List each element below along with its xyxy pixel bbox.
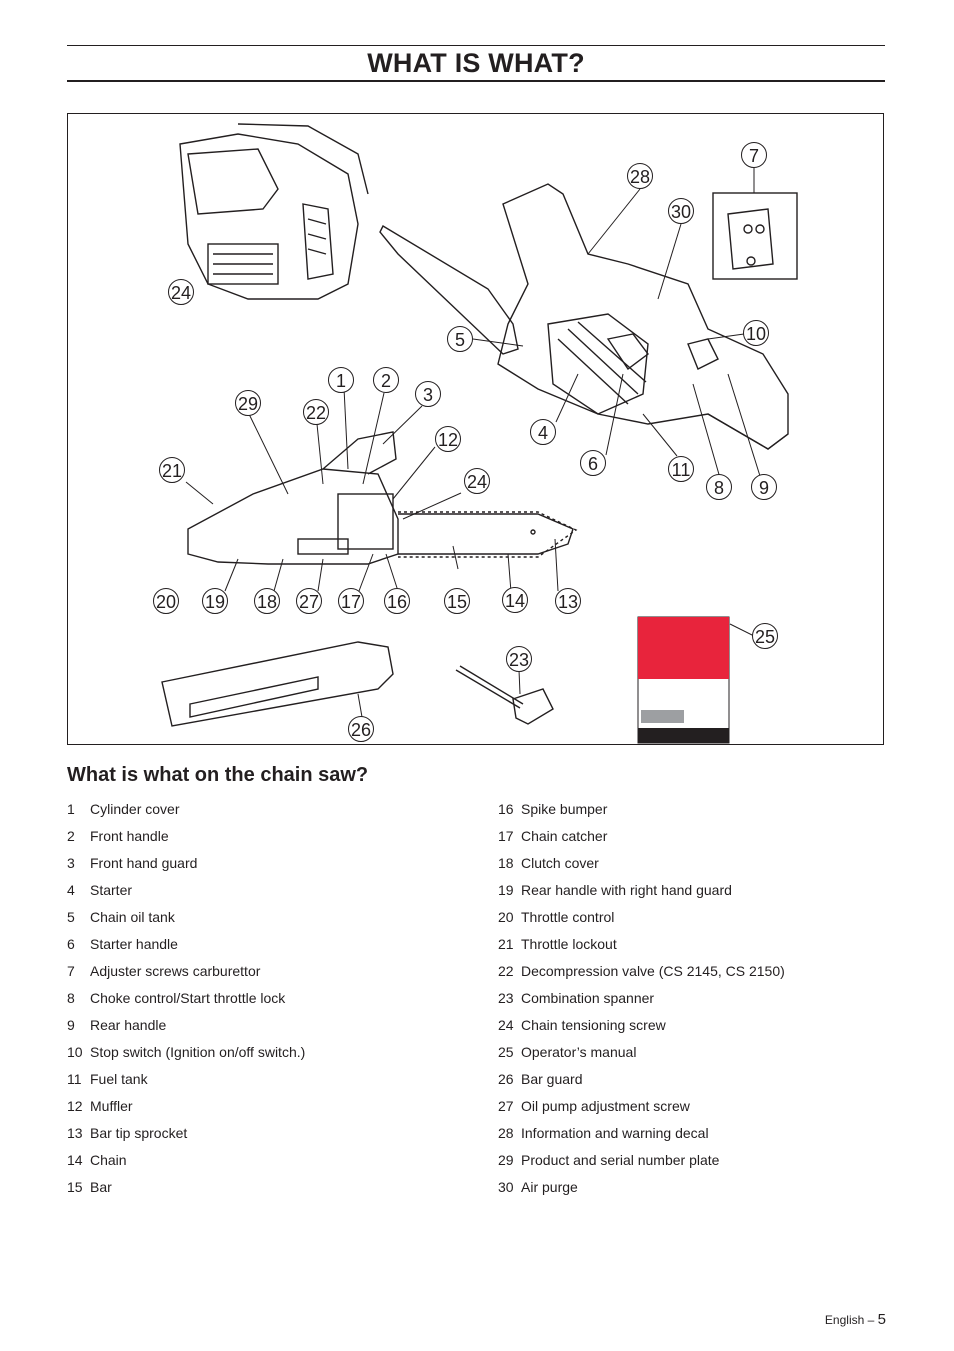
part-number: 9 (67, 1017, 75, 1033)
part-label: Muffler (90, 1098, 133, 1114)
part-label: Combination spanner (521, 990, 655, 1006)
part-label: Chain catcher (521, 828, 608, 844)
callout-30 (669, 199, 694, 224)
part-label: Information and warning decal (521, 1125, 709, 1141)
part-number: 28 (498, 1125, 514, 1141)
part-label: Decompression valve (CS 2145, CS 2150) (521, 963, 785, 979)
parts-illustration (67, 113, 884, 745)
callout-number: 13 (557, 592, 579, 612)
part-number: 30 (498, 1179, 514, 1195)
saw-top-view-drawing (380, 184, 788, 449)
callout-13 (556, 589, 581, 614)
part-label: Front hand guard (90, 855, 198, 871)
part-number: 19 (498, 882, 514, 898)
page-title: WHAT IS WHAT? (367, 48, 585, 78)
part-number: 23 (498, 990, 514, 1006)
callout-12 (436, 427, 461, 452)
part-number: 10 (67, 1044, 83, 1060)
part-list-item (67, 985, 467, 1012)
part-label: Choke control/Start throttle lock (90, 990, 286, 1006)
part-label: Starter (90, 882, 133, 898)
part-list-item (498, 1066, 898, 1093)
callout-2 (374, 368, 399, 393)
part-list-item (498, 958, 898, 985)
callout-26 (349, 717, 374, 742)
part-number: 21 (498, 936, 514, 952)
part-label: Throttle lockout (521, 936, 617, 952)
callout-8 (707, 475, 732, 500)
callout-9 (752, 475, 777, 500)
part-number: 6 (67, 936, 75, 952)
callout-number: 28 (629, 167, 651, 187)
part-number: 16 (498, 801, 514, 817)
combination-spanner-drawing (456, 666, 553, 724)
part-list-item (498, 1120, 898, 1147)
part-list-item (67, 1120, 467, 1147)
operators-manual-drawing (638, 617, 729, 743)
part-number: 8 (67, 990, 75, 1006)
saw-rear-view-drawing (180, 124, 368, 299)
part-list-item (498, 877, 898, 904)
part-number: 24 (498, 1017, 514, 1033)
callout-number: 29 (237, 394, 259, 414)
section-heading: What is what on the chain saw? (67, 764, 369, 786)
part-list-item (498, 1012, 898, 1039)
callout-number: 18 (256, 592, 278, 612)
part-list-item (67, 1093, 467, 1120)
part-label: Oil pump adjustment screw (521, 1098, 690, 1114)
part-list-item (498, 796, 898, 823)
callout-number: 24 (170, 283, 192, 303)
part-number: 1 (67, 801, 75, 817)
part-list-item (67, 1012, 467, 1039)
part-list-item (498, 1093, 898, 1120)
callout-11 (669, 457, 694, 482)
part-label: Chain (90, 1152, 127, 1168)
illustration-svg (68, 114, 884, 745)
part-list-item (67, 877, 467, 904)
part-list-item (498, 823, 898, 850)
part-list-item (67, 1066, 467, 1093)
part-label: Bar tip sprocket (90, 1125, 188, 1141)
part-label: Rear handle (90, 1017, 167, 1033)
callout-25 (753, 624, 778, 649)
part-number: 20 (498, 909, 514, 925)
part-label: Bar (90, 1179, 112, 1195)
callout-number: 26 (350, 720, 372, 740)
callout-number: 14 (504, 591, 526, 611)
part-number: 27 (498, 1098, 514, 1114)
callout-28 (628, 164, 653, 189)
part-label: Spike bumper (521, 801, 608, 817)
callout-24 (169, 280, 194, 305)
part-number: 26 (498, 1071, 514, 1087)
carburettor-inset (713, 193, 797, 279)
callout-number: 3 (422, 385, 434, 405)
part-list-item (67, 1039, 467, 1066)
part-label: Chain oil tank (90, 909, 175, 925)
part-number: 13 (67, 1125, 83, 1141)
callout-number: 25 (754, 627, 776, 647)
bar-guard-drawing (162, 642, 393, 726)
callout-number: 23 (508, 650, 530, 670)
part-number: 15 (67, 1179, 83, 1195)
callout-15 (445, 589, 470, 614)
callout-17 (339, 589, 364, 614)
part-list-item (498, 985, 898, 1012)
callout-23 (507, 647, 532, 672)
callout-5 (448, 327, 473, 352)
callout-number: 2 (380, 371, 392, 391)
callout-4 (531, 420, 556, 445)
part-number: 2 (67, 828, 75, 844)
callout-10 (744, 321, 769, 346)
saw-side-view-drawing (188, 432, 576, 564)
part-label: Air purge (521, 1179, 578, 1195)
part-label: Chain tensioning screw (521, 1017, 666, 1033)
callout-number: 17 (340, 592, 362, 612)
callout-number: 1 (335, 371, 347, 391)
callout-20 (154, 589, 179, 614)
callout-21 (160, 458, 185, 483)
callout-number: 10 (745, 324, 767, 344)
part-number: 7 (67, 963, 75, 979)
part-number: 5 (67, 909, 75, 925)
callout-number: 16 (386, 592, 408, 612)
part-label: Front handle (90, 828, 169, 844)
callout-1 (329, 368, 354, 393)
part-list-item (498, 1174, 898, 1201)
part-label: Stop switch (Ignition on/off switch.) (90, 1044, 306, 1060)
part-number: 29 (498, 1152, 514, 1168)
part-list-item (67, 904, 467, 931)
callout-number: 9 (758, 478, 770, 498)
callout-number: 4 (537, 423, 549, 443)
part-number: 3 (67, 855, 75, 871)
part-label: Cylinder cover (90, 801, 180, 817)
callout-number: 21 (161, 461, 183, 481)
part-list-item (67, 850, 467, 877)
callout-7 (742, 143, 767, 168)
callout-number: 12 (437, 430, 459, 450)
callout-16 (385, 589, 410, 614)
title-underline (67, 80, 885, 82)
page-number: 5 (877, 1311, 886, 1328)
callout-14 (503, 588, 528, 613)
callout-6 (581, 451, 606, 476)
callout-number: 27 (298, 592, 320, 612)
part-number: 11 (67, 1071, 82, 1087)
callout-number: 30 (670, 202, 692, 222)
callout-number: 22 (305, 403, 327, 423)
callout-number: 11 (671, 460, 691, 480)
part-list-item (67, 823, 467, 850)
callout-number: 5 (454, 330, 466, 350)
part-list-item (498, 850, 898, 877)
part-list-item (498, 931, 898, 958)
part-list-item (67, 1174, 467, 1201)
callout-27 (297, 589, 322, 614)
part-label: Bar guard (521, 1071, 583, 1087)
part-list-item (67, 796, 467, 823)
part-label: Adjuster screws carburettor (90, 963, 261, 979)
part-number: 25 (498, 1044, 514, 1060)
part-label: Throttle control (521, 909, 615, 925)
part-list-item (498, 1039, 898, 1066)
callout-24 (465, 469, 490, 494)
part-label: Product and serial number plate (521, 1152, 720, 1168)
footer-separator: – (867, 1313, 875, 1327)
part-label: Rear handle with right hand guard (521, 882, 732, 898)
callout-29 (236, 391, 261, 416)
part-label: Starter handle (90, 936, 178, 952)
parts-list-right (498, 796, 898, 1201)
part-list-item (67, 958, 467, 985)
callout-18 (255, 589, 280, 614)
callout-number: 7 (748, 146, 760, 166)
callout-3 (416, 382, 441, 407)
part-label: Clutch cover (521, 855, 599, 871)
callout-22 (304, 400, 329, 425)
part-list-item (67, 1147, 467, 1174)
part-number: 4 (67, 882, 75, 898)
callout-number: 24 (466, 472, 488, 492)
callout-number: 19 (204, 592, 226, 612)
page-footer (825, 1310, 886, 1330)
part-number: 22 (498, 963, 514, 979)
part-number: 17 (498, 828, 514, 844)
callout-number: 15 (446, 592, 468, 612)
part-label: Operator’s manual (521, 1044, 637, 1060)
footer-language: English (824, 1313, 865, 1327)
part-label: Fuel tank (90, 1071, 148, 1087)
callout-number: 6 (587, 454, 599, 474)
callout-number: 8 (713, 478, 725, 498)
part-list-item (67, 931, 467, 958)
part-list-item (498, 904, 898, 931)
parts-list-left (67, 796, 467, 1201)
part-number: 14 (67, 1152, 83, 1168)
part-number: 18 (498, 855, 514, 871)
part-number: 12 (67, 1098, 83, 1114)
part-list-item (498, 1147, 898, 1174)
callout-number: 20 (155, 592, 177, 612)
callout-19 (203, 589, 228, 614)
